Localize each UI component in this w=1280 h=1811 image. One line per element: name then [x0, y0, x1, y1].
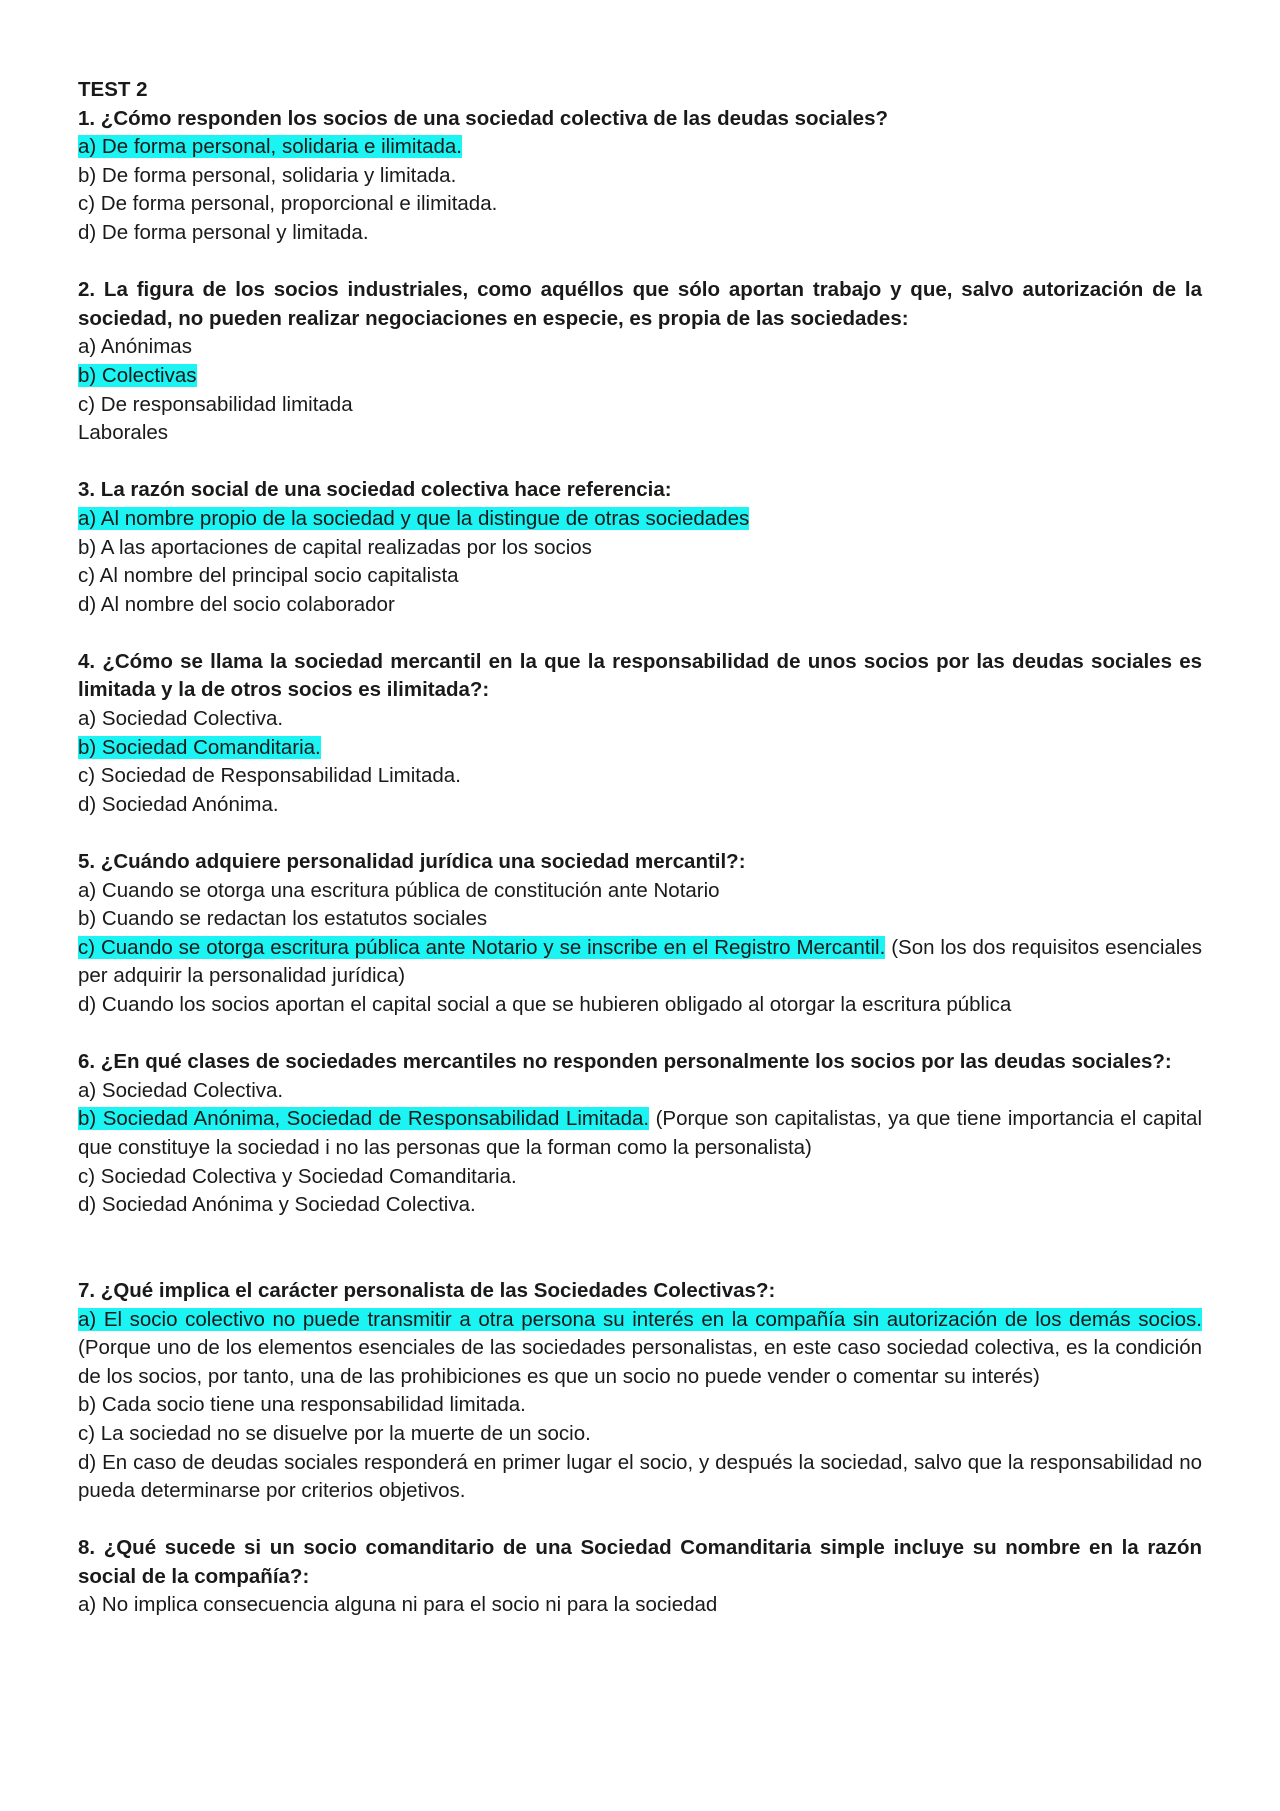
question-8 [78, 1534, 1202, 1620]
document-title: TEST 2 [78, 78, 148, 101]
highlighted-answer: c) Cuando se otorga escritura pública ante Notario y se inscribe en el Registro Mercantil. [78, 935, 886, 959]
answer-note: (Porque son capitalistas, ya que tiene importancia el capital que constituye la sociedad i no las personas que la forman como la personalista) [78, 1107, 1202, 1159]
question-2 [78, 276, 1202, 448]
answer-option-a [78, 1306, 1202, 1392]
highlighted-answer: a) De forma personal, solidaria e ilimitada. [78, 135, 462, 159]
answer-option-d: d) De forma personal y limitada. [78, 220, 369, 244]
answer-option-a: a) Sociedad Colectiva. [78, 1078, 284, 1102]
answer-option-c: c) Al nombre del principal socio capitalista [78, 564, 459, 588]
highlighted-answer: b) Sociedad Comanditaria. [78, 735, 321, 759]
answer-option-d: d) Cuando los socios aportan el capital social a que se hubieren obligado al otorgar la escritura pública [78, 993, 1012, 1016]
answer-option-a [78, 133, 1202, 162]
answer-option-b [78, 734, 1202, 763]
question-1 [78, 105, 1202, 248]
answer-option-a: a) Anónimas [78, 335, 192, 359]
question-5 [78, 848, 1202, 1020]
answer-option-c: c) La sociedad no se disuelve por la muerte de un socio. [78, 1421, 591, 1445]
answer-option-d: Laborales [78, 421, 169, 445]
question-text: 2. La figura de los socios industriales, como aquéllos que sólo aportan trabajo y que, salvo autorización de la sociedad, no pueden realizar negociaciones en especie, es propia de las sociedades: [78, 278, 1202, 330]
highlighted-answer: b) Sociedad Anónima, Sociedad de Responsabilidad Limitada. [78, 1107, 650, 1131]
answer-option-b: b) Cuando se redactan los estatutos sociales [78, 907, 488, 931]
question-text: 1. ¿Cómo responden los socios de una sociedad colectiva de las deudas sociales? [78, 106, 889, 130]
answer-option-c [78, 934, 1202, 991]
answer-note: (Son los dos requisitos esenciales per adquirir la personalidad jurídica) [78, 935, 1202, 988]
question-text: 5. ¿Cuándo adquiere personalidad jurídica una sociedad mercantil?: [78, 850, 746, 874]
answer-option-c: c) Sociedad de Responsabilidad Limitada. [78, 764, 461, 788]
document-page [78, 76, 1202, 1649]
question-7 [78, 1277, 1202, 1506]
question-text: 7. ¿Qué implica el carácter personalista de las Sociedades Colectivas?: [78, 1278, 776, 1302]
answer-option-d: d) Sociedad Anónima. [78, 792, 279, 816]
answer-option-a: a) Sociedad Colectiva. [78, 707, 284, 731]
answer-option-c: c) Sociedad Colectiva y Sociedad Comanditaria. [78, 1164, 517, 1188]
answer-option-d: d) Sociedad Anónima y Sociedad Colectiva. [78, 1193, 476, 1217]
question-3 [78, 476, 1202, 619]
answer-option-a: a) Cuando se otorga una escritura pública de constitución ante Notario [78, 878, 720, 902]
question-6 [78, 1048, 1202, 1220]
answer-option-b [78, 362, 1202, 391]
question-text: 6. ¿En qué clases de sociedades mercantiles no responden personalmente los socios por las deudas sociales?: [78, 1050, 1172, 1074]
answer-option-b: b) De forma personal, solidaria y limitada. [78, 163, 457, 187]
question-text: 3. La razón social de una sociedad colectiva hace referencia: [78, 478, 672, 502]
question-text: 8. ¿Qué sucede si un socio comanditario de una Sociedad Comanditaria simple incluye su nombre en la razón social de la compañía?: [78, 1536, 1202, 1588]
answer-option-c: c) De responsabilidad limitada [78, 392, 353, 416]
highlighted-answer: a) El socio colectivo no puede transmitir a otra persona su interés en la compañía sin autorización de los demás socios. [78, 1307, 1202, 1331]
answer-option-b: b) Cada socio tiene una responsabilidad limitada. [78, 1393, 526, 1417]
answer-option-b: b) A las aportaciones de capital realizadas por los socios [78, 535, 592, 559]
answer-option-d: d) Al nombre del socio colaborador [78, 592, 395, 616]
question-text: 4. ¿Cómo se llama la sociedad mercantil en la que la responsabilidad de unos socios por las deudas sociales es limitada y la de otros socios es ilimitada?: [78, 649, 1202, 702]
answer-option-a: a) No implica consecuencia alguna ni para el socio ni para la sociedad [78, 1593, 718, 1617]
answer-note: (Porque uno de los elementos esenciales de las sociedades personalistas, en este caso sociedad colectiva, es la condición de los socios, por tanto, una de las prohibiciones es que un socio no puede vender o comentar su interés) [78, 1336, 1202, 1388]
highlighted-answer: a) Al nombre propio de la sociedad y que la distingue de otras sociedades [78, 506, 750, 530]
answer-option-d: d) En caso de deudas sociales responderá en primer lugar el socio, y después la sociedad, salvo que la responsabilidad no pueda determinarse por criterios objetivos. [78, 1450, 1202, 1503]
question-4 [78, 648, 1202, 820]
answer-option-b [78, 1105, 1202, 1162]
highlighted-answer: b) Colectivas [78, 363, 197, 387]
answer-option-a [78, 505, 1202, 534]
answer-option-c: c) De forma personal, proporcional e ilimitada. [78, 192, 498, 216]
